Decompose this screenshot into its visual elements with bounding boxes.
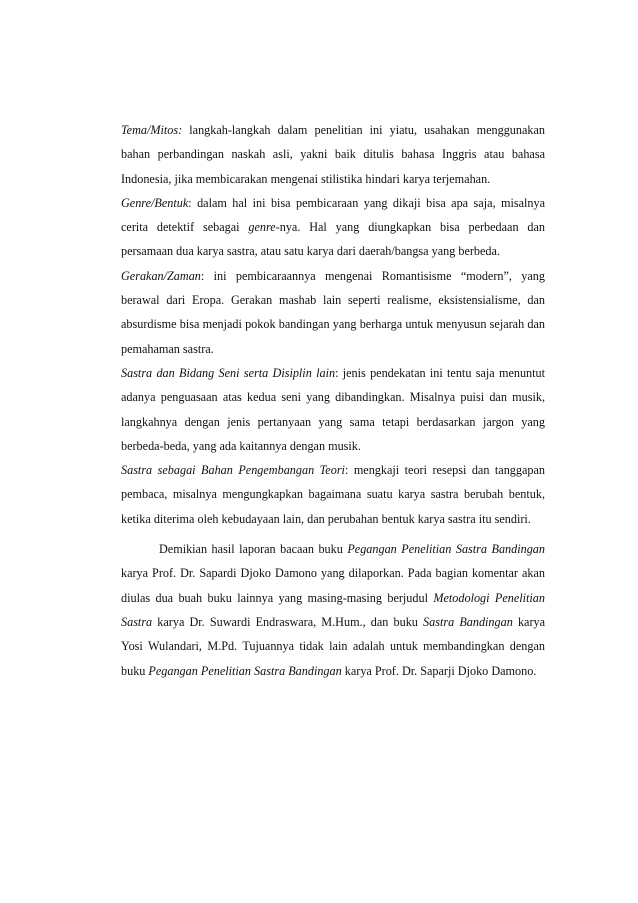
entry-text: -nya. Hal yang diungkapkan bisa perbedaan dan persamaan dua karya sastra, atau satu karya dari daerah/bangsa yang berbeda. [121, 220, 546, 259]
document-page [121, 118, 545, 683]
entry-sastra-pengembangan-teori [121, 458, 545, 531]
entry-gerakan-zaman [121, 264, 545, 361]
book-title: Sastra Bandingan [423, 614, 513, 629]
conclusion-paragraph [121, 537, 545, 683]
entry-italic-word: genre [248, 220, 276, 235]
entry-text: : mengkaji teori resepsi dan tanggapan pembaca, misalnya mengungkapkan bagaimana suatu karya sastra berubah bentuk, ketika diterima oleh kebudayaan lain, dan perubahan bentuk karya sastra itu sendiri. [121, 463, 545, 526]
entry-sastra-bidang-seni [121, 361, 545, 458]
conclusion-text: karya Dr. Suwardi Endraswara, M.Hum., dan buku [152, 614, 424, 629]
conclusion-text: Demikian hasil laporan bacaan buku [159, 542, 348, 557]
entry-tema-mitos [121, 118, 545, 191]
entry-text: : jenis pendekatan ini tentu saja menuntut adanya penguasaan atas kedua seni yang dibandingkan. Misalnya puisi dan musik, langkahnya dengan jenis pertanyaan yang sama tetapi berdasarkan jargon yang berbeda-beda, yang ada kaitannya dengan musik. [121, 365, 545, 453]
conclusion-text: karya Prof. Dr. Sapardi Djoko Damono yang dilaporkan. Pada bagian komentar akan diulas dua buah buku lainnya yang masing-masing berjudul [121, 566, 545, 605]
book-title: Pegangan Penelitian Sastra Bandingan [347, 542, 545, 557]
entry-term: Sastra dan Bidang Seni serta Disiplin lain [121, 365, 336, 380]
entry-term: Tema/Mitos: [121, 123, 183, 137]
conclusion-text: karya Prof. Dr. Saparji Djoko Damono. [341, 663, 537, 678]
entry-term: Genre/Bentuk [121, 195, 189, 210]
entry-text: : ini pembicaraannya mengenai Romantisisme “modern”, yang berawal dari Eropa. Gerakan mashab lain seperti realisme, eksistensialisme, dan absurdisme bisa menjadi pokok bandingan yang berharga untuk menyusun sejarah dan pemahaman sastra. [121, 268, 545, 356]
book-title: Pegangan Penelitian Sastra Bandingan [148, 663, 342, 678]
entry-term: Gerakan/Zaman [121, 268, 201, 283]
book-title: Metodologi Penelitian Sastra [121, 590, 545, 629]
entry-term: Sastra sebagai Bahan Pengembangan Teori [121, 463, 345, 478]
conclusion-text: karya Yosi Wulandari, M.Pd. Tujuannya tidak lain adalah untuk membandingkan dengan buku [121, 614, 546, 678]
entry-text: langkah-langkah dalam penelitian ini yiatu, usahakan menggunakan bahan perbandingan naskah asli, yakni baik ditulis bahasa Inggris atau bahasa Indonesia, jika membicarakan mengenai stilistika hindari karya terjemahan. [121, 123, 545, 186]
entry-text: : dalam hal ini bisa pembicaraan yang dikaji bisa apa saja, misalnya cerita detektif sebagai [121, 195, 545, 235]
entry-genre-bentuk [121, 191, 545, 264]
